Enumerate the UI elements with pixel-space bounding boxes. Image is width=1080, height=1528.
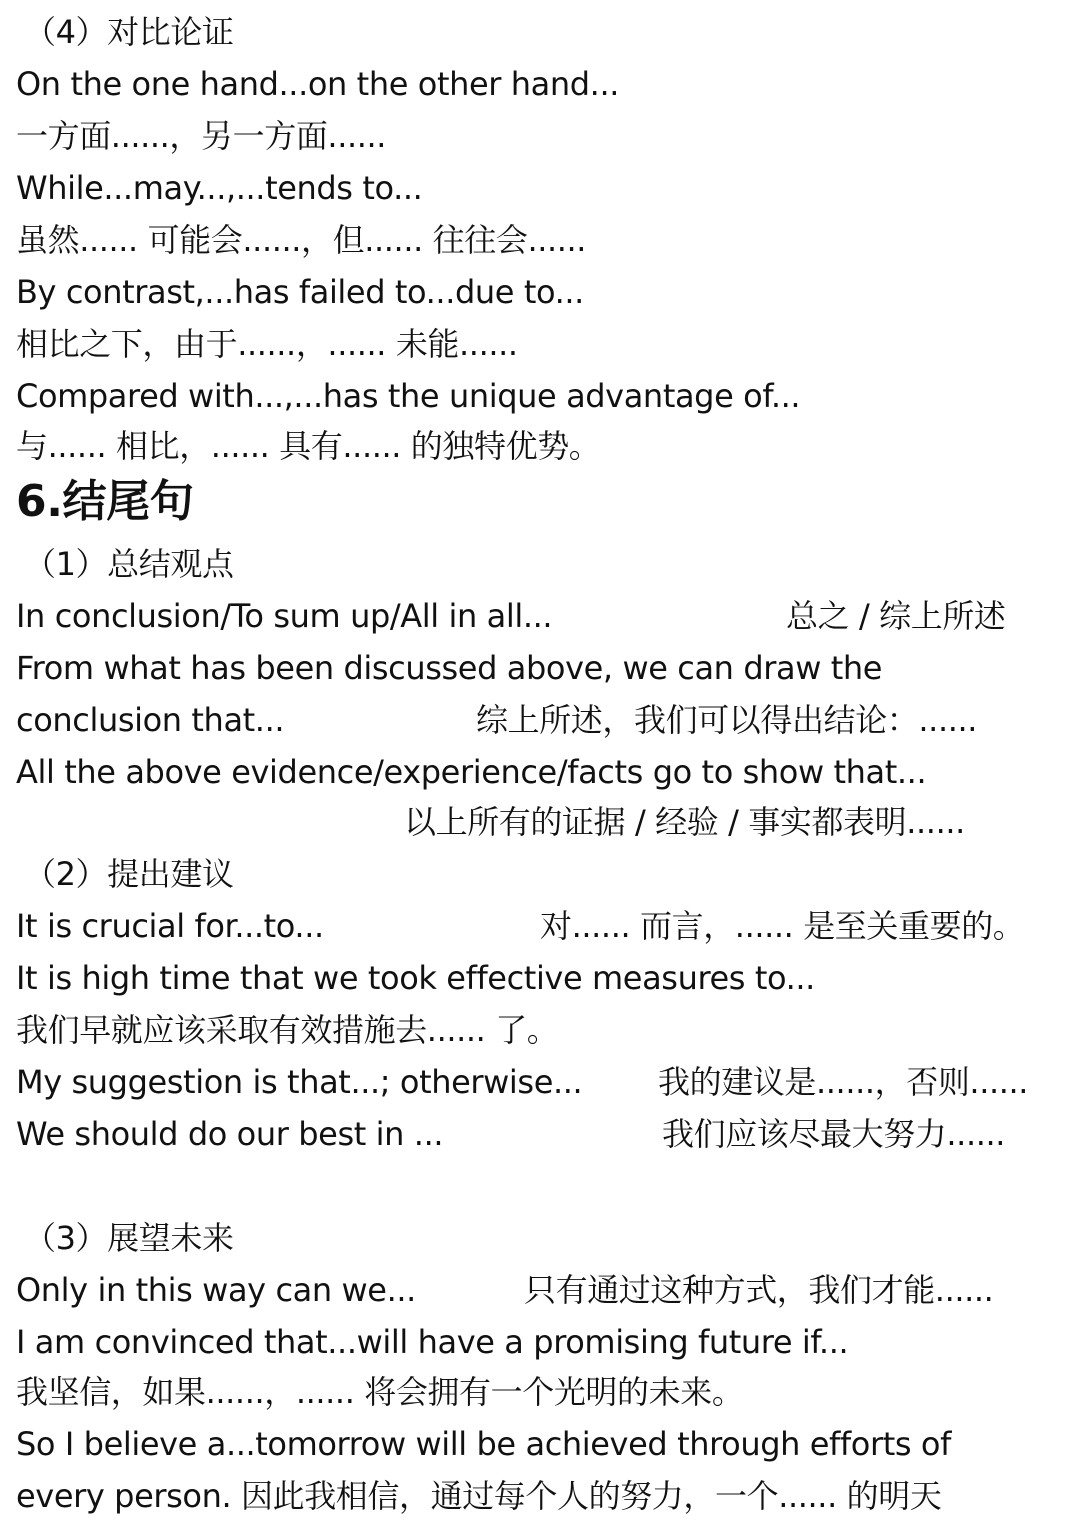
phrase-zh: 我们早就应该采取有效措施去...... 了。	[16, 1011, 559, 1049]
phrase-en: On the one hand...on the other hand...	[16, 65, 619, 103]
subsection-heading-suggestion: （2）提出建议	[24, 855, 234, 893]
section-title-closing: 6.结尾句	[16, 476, 194, 527]
section-heading-contrast: （4）对比论证	[24, 13, 234, 51]
phrase-zh: 虽然...... 可能会......，但...... 往往会......	[16, 221, 587, 259]
phrase-zh: 我的建议是......，否则......	[658, 1063, 1029, 1101]
phrase-en: By contrast,...has failed to...due to...	[16, 273, 584, 311]
phrase-zh: 我们应该尽最大努力......	[662, 1115, 1006, 1153]
phrase-zh: 以上所有的证据 / 经验 / 事实都表明......	[404, 803, 965, 841]
phrase-en: From what has been discussed above, we can draw the	[16, 649, 883, 687]
phrase-en: In conclusion/To sum up/All in all...	[16, 597, 553, 635]
phrase-en: All the above evidence/experience/facts go to show that...	[16, 753, 927, 791]
phrase-zh: 对...... 而言，...... 是至关重要的。	[540, 907, 1025, 945]
phrase-zh: 总之 / 综上所述	[786, 597, 1006, 635]
phrase-zh: 与...... 相比，...... 具有...... 的独特优势。	[16, 427, 601, 465]
phrase-en: So I believe a...tomorrow will be achieved through efforts of	[16, 1425, 951, 1463]
phrase-mixed: every person. 因此我相信，通过每个人的努力，一个...... 的明天	[16, 1477, 942, 1515]
phrase-en: It is crucial for...to...	[16, 907, 324, 945]
phrase-en: We should do our best in ...	[16, 1115, 444, 1153]
phrase-en: Only in this way can we...	[16, 1271, 416, 1309]
phrase-zh: 一方面......，另一方面......	[16, 117, 387, 155]
subsection-heading-outlook: （3）展望未来	[24, 1219, 234, 1257]
phrase-en: My suggestion is that...; otherwise...	[16, 1063, 583, 1101]
phrase-zh: 综上所述，我们可以得出结论：......	[476, 701, 978, 739]
phrase-en: I am convinced that...will have a promising future if...	[16, 1323, 849, 1361]
phrase-zh: 相比之下，由于......，...... 未能......	[16, 325, 518, 363]
phrase-en: It is high time that we took effective measures to...	[16, 959, 815, 997]
phrase-en: conclusion that...	[16, 701, 285, 739]
subsection-heading-summary: （1）总结观点	[24, 545, 234, 583]
phrase-zh: 我坚信，如果......，...... 将会拥有一个光明的未来。	[16, 1373, 744, 1411]
phrase-en: While...may...,...tends to...	[16, 169, 423, 207]
phrase-en: Compared with...,...has the unique advantage of...	[16, 377, 801, 415]
phrase-zh: 只有通过这种方式，我们才能......	[524, 1271, 994, 1309]
